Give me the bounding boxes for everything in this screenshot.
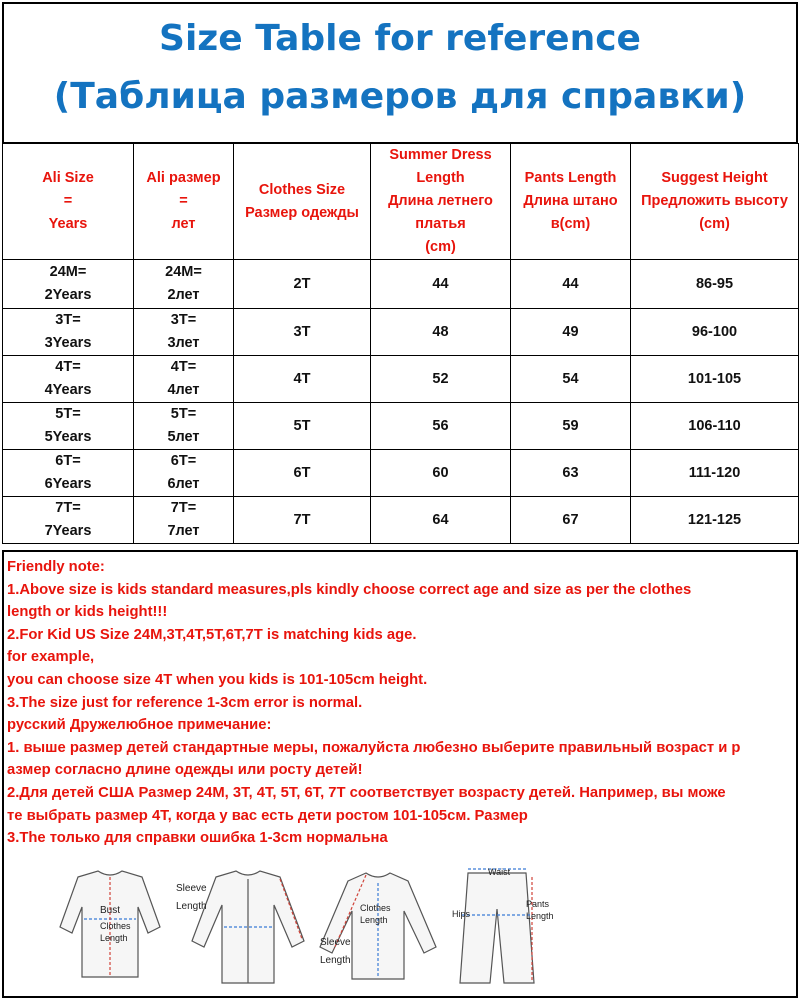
column-header-line: Summer Dress — [389, 147, 492, 163]
table-cell-line: 2Years — [44, 287, 92, 303]
table-cell: 2T — [234, 260, 371, 309]
note-line: you can choose size 4T when you kids is 101-105cm height. — [7, 671, 428, 688]
table-cell: 106-110 — [631, 403, 799, 450]
table-cell-line: 3Years — [44, 335, 92, 351]
table-cell-line: 4T= — [55, 359, 81, 375]
column-header-line: платья — [415, 216, 466, 232]
table-cell — [134, 450, 234, 497]
table-cell: 56 — [371, 403, 511, 450]
friendly-note — [7, 556, 797, 850]
shirt-sleeve-diagram — [192, 871, 304, 983]
table-cell: 3T — [234, 309, 371, 356]
column-header-line: Ali Size — [42, 170, 94, 186]
table-cell: 54 — [511, 356, 631, 403]
table-cell-line: 6Years — [44, 476, 92, 492]
column-header — [134, 144, 234, 260]
table-cell: 48 — [371, 309, 511, 356]
column-header — [631, 144, 799, 260]
table-cell-line: 24M= — [165, 264, 202, 280]
length-label-3: Length — [360, 915, 388, 925]
pants-diagram — [460, 869, 534, 983]
column-header-line: Длина штано — [523, 193, 618, 209]
page-subtitle: (Таблица размеров для справки) — [53, 76, 747, 117]
column-header — [3, 144, 134, 260]
length-label-4: Length — [320, 955, 351, 966]
column-header-line: Years — [48, 216, 88, 232]
table-cell: 63 — [511, 450, 631, 497]
column-header-line: (cm) — [425, 239, 456, 255]
table-row — [3, 497, 799, 544]
table-cell — [3, 260, 134, 309]
table-row — [3, 260, 799, 309]
table-cell: 121-125 — [631, 497, 799, 544]
table-cell-line: 4T= — [170, 359, 197, 375]
table-cell: 96-100 — [631, 309, 799, 356]
table-cell-line: 3T= — [170, 312, 197, 328]
table-cell-line: 5лет — [167, 429, 200, 445]
table-cell: 86-95 — [631, 260, 799, 309]
table-cell-line: 3лет — [167, 335, 200, 351]
waist-label: Waist — [488, 867, 511, 877]
column-header-line: Размер одежды — [245, 204, 359, 221]
table-cell — [3, 403, 134, 450]
table-cell: 6T — [234, 450, 371, 497]
table-cell: 49 — [511, 309, 631, 356]
column-header — [234, 144, 371, 260]
table-cell: 101-105 — [631, 356, 799, 403]
page-title: Size Table for reference — [159, 18, 641, 59]
table-cell: 60 — [371, 450, 511, 497]
clothes-label-1: Clothes — [100, 921, 131, 931]
note-line: 1.Above size is kids standard measures,pls kindly choose correct age and size as per the clothes — [7, 581, 692, 598]
bust-label: Bust — [100, 905, 121, 916]
note-line: Friendly note: — [7, 559, 105, 575]
note-line: 2.Для детей США Размер 24M, 3T, 4T, 5T, 6T, 7T соответствует возрасту детей. Например, вы може — [7, 784, 726, 801]
column-header-line: Length — [416, 170, 465, 186]
table-cell-line: 3T= — [55, 312, 81, 328]
table-row — [3, 356, 799, 403]
size-table — [2, 143, 799, 544]
table-cell-line: 24M= — [49, 264, 87, 280]
column-header-line: Ali размер — [146, 170, 221, 186]
table-cell — [134, 260, 234, 309]
column-header-line: лет — [171, 216, 196, 232]
column-header-line: Pants Length — [524, 170, 617, 186]
table-row — [3, 403, 799, 450]
column-header — [511, 144, 631, 260]
table-row — [3, 450, 799, 497]
table-cell: 7T — [234, 497, 371, 544]
note-line: азмер согласно длине одежды или росту детей! — [7, 762, 363, 779]
table-row — [3, 309, 799, 356]
table-cell-line: 5T= — [55, 406, 81, 422]
table-cell-line: 2лет — [167, 287, 200, 303]
table-cell-line: 7T= — [55, 500, 81, 516]
note-line: 2.For Kid US Size 24M,3T,4T,5T,6T,7T is matching kids age. — [7, 626, 417, 643]
column-header-line: в(cm) — [550, 216, 591, 232]
column-header-line: = — [63, 193, 73, 209]
table-cell — [134, 309, 234, 356]
hips-label: Hips — [452, 909, 471, 919]
table-cell-line: 5Years — [44, 429, 92, 445]
column-header-line: Clothes Size — [258, 181, 346, 198]
column-header — [371, 144, 511, 260]
sleeve-label-1: Sleeve — [176, 883, 207, 894]
clothes-label-2: Clothes — [360, 903, 391, 913]
column-header-line: = — [179, 193, 188, 209]
length-label-1: Length — [100, 933, 128, 943]
table-cell: 5T — [234, 403, 371, 450]
note-line: русский Дружелюбное примечание: — [7, 717, 272, 734]
measurement-diagrams — [48, 857, 568, 997]
table-cell-line: 5T= — [170, 406, 197, 422]
pants-label: Pants — [526, 899, 550, 909]
table-cell-line: 6лет — [167, 476, 200, 492]
note-line: length or kids height!!! — [7, 604, 168, 621]
table-cell-line: 7Years — [44, 523, 92, 539]
table-cell: 67 — [511, 497, 631, 544]
note-line: 3.The только для справки ошибка 1-3cm нормальна — [7, 830, 388, 847]
table-cell-line: 7лет — [167, 523, 200, 539]
table-cell — [134, 497, 234, 544]
table-cell — [134, 356, 234, 403]
table-body — [3, 260, 799, 544]
table-cell: 44 — [371, 260, 511, 309]
table-cell-line: 6T= — [55, 453, 81, 469]
table-cell — [3, 309, 134, 356]
table-cell-line: 4лет — [167, 382, 200, 398]
note-line: 1. выше размер детей стандартные меры, пожалуйста любезно выберите правильный возраст и р — [7, 739, 741, 756]
column-header-line: (cm) — [699, 216, 730, 232]
table-cell-line: 4Years — [44, 382, 92, 398]
table-cell — [3, 497, 134, 544]
note-line: for example, — [7, 649, 95, 666]
table-header-row — [3, 144, 799, 260]
column-header-line: Suggest Height — [661, 170, 768, 186]
table-cell-line: 6T= — [170, 453, 197, 469]
column-header-line: Длина летнего — [388, 193, 493, 209]
sleeve-label-2: Sleeve — [320, 937, 351, 948]
column-header-line: Предложить высоту — [641, 193, 788, 209]
table-cell: 59 — [511, 403, 631, 450]
table-cell: 4T — [234, 356, 371, 403]
length-label-5: Length — [526, 911, 554, 921]
table-cell: 52 — [371, 356, 511, 403]
table-cell: 111-120 — [631, 450, 799, 497]
note-line: те выбрать размер 4T, когда у вас есть дети ростом 101-105см. Размер — [7, 807, 528, 824]
table-cell-line: 7T= — [170, 500, 197, 516]
table-cell — [134, 403, 234, 450]
table-cell — [3, 450, 134, 497]
length-label-2: Length — [176, 901, 207, 912]
note-line: 3.The size just for reference 1-3cm error is normal. — [7, 694, 363, 711]
table-cell: 64 — [371, 497, 511, 544]
table-cell: 44 — [511, 260, 631, 309]
table-cell — [3, 356, 134, 403]
